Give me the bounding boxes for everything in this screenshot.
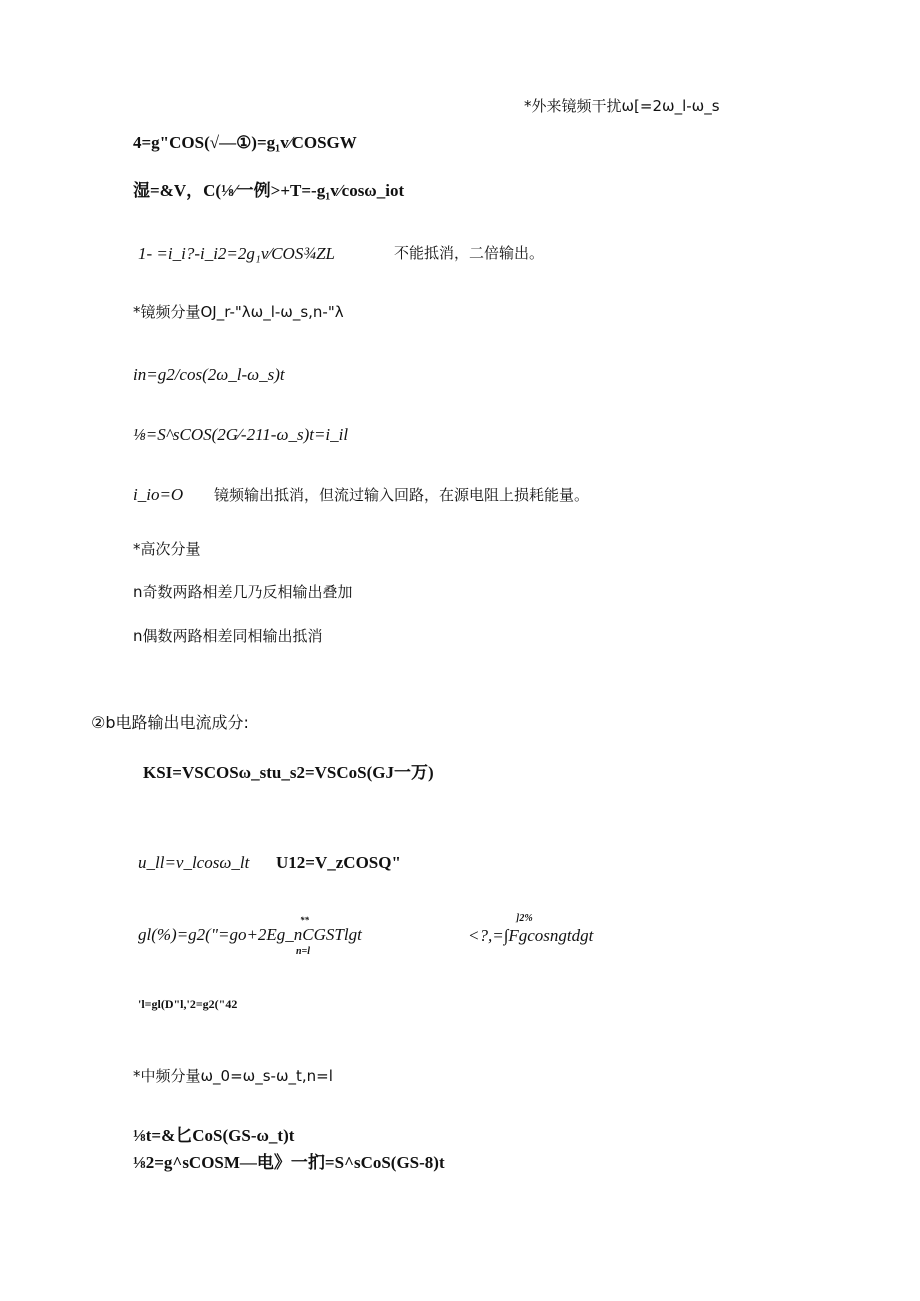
line-equation-2: 湿=&V，C(⅛∕一例>+T=-g₁v∕cosω_iot (133, 181, 405, 200)
line-equation-14: ⅛2=g^sCOSM—电》一扪=S^sCoS(GS-8)t (133, 1153, 445, 1172)
superscript-integral-limit: ]2% (516, 913, 533, 924)
line-odd-n: n奇数两路相差几乃反相输出叠加 (133, 583, 353, 601)
section-heading-b-circuit: ②b电路输出电流成分: (91, 713, 249, 732)
line-note-image-cancel: 镜频输出抵消，但流过输入回路，在源电阻上损耗能量。 (214, 486, 590, 504)
line-image-component: *镜频分量OJ_r-"λω_l-ω_s,n-"λ (133, 303, 344, 321)
line-external-image-interference: *外来镜频干扰ω[=2ω_l-ω_s (524, 97, 720, 115)
line-equation-11: <?,=∫Fgcosngtdgt (468, 926, 594, 945)
line-equation-10: gl(%)=g2("=go+2Eg_nCGSTlgt (138, 925, 362, 944)
superscript-infinity: ** (300, 915, 309, 925)
line-even-n: n偶数两路相差同相输出抵消 (133, 627, 323, 645)
line-equation-6: i_io=O (133, 485, 184, 504)
line-equation-13: ⅛t=&匕CoS(GS-ω_t)t (133, 1126, 295, 1145)
line-equation-3: 1- =i_i?-i_i2=2g₁v∕COS¾ZL (138, 244, 335, 263)
line-equation-12: 'l=gl(D"l,'2=g2("42 (138, 997, 238, 1011)
line-higher-order-heading: *高次分量 (133, 540, 201, 558)
line-equation-8: u_ll=v_lcosω_lt (138, 853, 250, 872)
line-note-not-cancelled: 不能抵消，二倍输出。 (394, 244, 545, 262)
line-equation-9: U12=V_zCOSQ" (276, 853, 401, 872)
line-equation-5: ⅛=S^sCOS(2G∕-211-ω_s)t=i_il (133, 425, 349, 444)
line-equation-7: KSI=VSCOSω_stu_s2=VSCoS(GJ一万) (143, 763, 434, 782)
line-equation-4: in=g2/cos(2ω_l-ω_s)t (133, 365, 285, 384)
subscript-n-equals-1: n=l (296, 946, 311, 957)
line-equation-1: 4=g"COS(√—①)=g₁v∕COSGW (133, 133, 357, 152)
line-if-component: *中频分量ω_0=ω_s-ω_t,n=l (133, 1067, 333, 1085)
